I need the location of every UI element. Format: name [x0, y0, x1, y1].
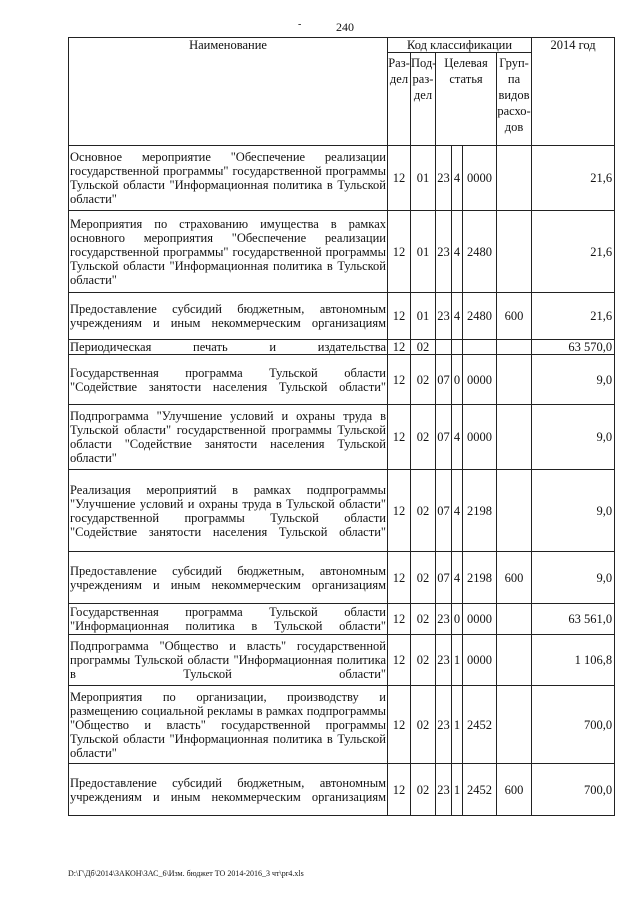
row-razdel: 12	[388, 635, 411, 686]
row-name: Подпрограмма "Общество и власть" государственной программы Тульской области "Информационная политика в Тульской области"	[69, 635, 388, 686]
row-vid-rashodov	[497, 604, 532, 635]
row-razdel: 12	[388, 405, 411, 470]
row-celevaya-program: 07	[436, 355, 452, 405]
row-celevaya-code: 0000	[463, 635, 497, 686]
row-celevaya-subprogram: 4	[452, 146, 463, 211]
row-celevaya-program: 23	[436, 764, 452, 816]
footer-file-path: D:\Г\Дб\2014\ЗАКОН\ЗАС_6\Изм. бюджет ТО 2014-2016_3 чт\pr4.xls	[68, 869, 304, 878]
row-podrazdel: 02	[411, 470, 436, 552]
row-vid-rashodov	[497, 355, 532, 405]
row-celevaya-program: 07	[436, 470, 452, 552]
table-row	[69, 764, 615, 816]
table-row	[69, 355, 615, 405]
row-celevaya-program: 23	[436, 604, 452, 635]
row-podrazdel: 02	[411, 355, 436, 405]
row-celevaya-subprogram: 4	[452, 211, 463, 293]
row-celevaya-program: 07	[436, 552, 452, 604]
row-vid-rashodov	[497, 211, 532, 293]
row-celevaya-subprogram: 1	[452, 686, 463, 764]
row-celevaya-subprogram: 4	[452, 293, 463, 340]
row-razdel: 12	[388, 293, 411, 340]
row-razdel: 12	[388, 211, 411, 293]
row-celevaya-subprogram: 4	[452, 470, 463, 552]
row-celevaya-code: 2198	[463, 470, 497, 552]
row-name: Подпрограмма "Улучшение условий и охраны труда в Тульской области" государственной программы Тульской области "Содействие занятости населения Тульской области"	[69, 405, 388, 470]
row-celevaya-code: 2452	[463, 686, 497, 764]
row-celevaya-code: 0000	[463, 355, 497, 405]
page-number: 240	[336, 20, 354, 34]
row-vid-rashodov	[497, 635, 532, 686]
row-name: Предоставление субсидий бюджетным, автономным учреждениям и иным некоммерческим организациям	[69, 764, 388, 816]
budget-table	[68, 37, 615, 816]
table-row	[69, 405, 615, 470]
row-podrazdel: 02	[411, 340, 436, 355]
row-razdel: 12	[388, 686, 411, 764]
row-podrazdel: 02	[411, 764, 436, 816]
header-razdel: Раз- дел	[388, 53, 411, 146]
row-razdel: 12	[388, 146, 411, 211]
header-celevaya: Целевая статья	[436, 53, 497, 146]
row-name: Реализация мероприятий в рамках подпрограммы "Улучшение условий и охраны труда в Тульской области" государственной программы Тульской области "Содействие занятости населения Тульской области"	[69, 470, 388, 552]
row-amount: 9,0	[532, 355, 615, 405]
row-celevaya-code: 0000	[463, 146, 497, 211]
row-amount: 9,0	[532, 470, 615, 552]
row-celevaya-subprogram: 4	[452, 405, 463, 470]
row-amount: 9,0	[532, 405, 615, 470]
row-amount: 700,0	[532, 764, 615, 816]
row-podrazdel: 02	[411, 635, 436, 686]
row-celevaya-program: 23	[436, 635, 452, 686]
row-amount: 63 570,0	[532, 340, 615, 355]
row-razdel: 12	[388, 552, 411, 604]
table-row	[69, 340, 615, 355]
row-vid-rashodov: 600	[497, 293, 532, 340]
table-row	[69, 146, 615, 211]
row-amount: 9,0	[532, 552, 615, 604]
dash-mark: -	[298, 19, 302, 30]
row-amount: 21,6	[532, 146, 615, 211]
row-celevaya-subprogram: 0	[452, 355, 463, 405]
row-razdel: 12	[388, 764, 411, 816]
table-row	[69, 552, 615, 604]
row-amount: 21,6	[532, 293, 615, 340]
row-celevaya-program: 23	[436, 293, 452, 340]
table-row	[69, 470, 615, 552]
row-vid-rashodov	[497, 405, 532, 470]
row-podrazdel: 01	[411, 146, 436, 211]
header-code: Код классификации	[388, 38, 532, 53]
row-podrazdel: 01	[411, 211, 436, 293]
row-celevaya-program: 07	[436, 405, 452, 470]
row-celevaya-code: 0000	[463, 405, 497, 470]
row-podrazdel: 02	[411, 552, 436, 604]
row-amount: 1 106,8	[532, 635, 615, 686]
row-podrazdel: 02	[411, 604, 436, 635]
table-row	[69, 686, 615, 764]
row-celevaya-subprogram	[452, 340, 463, 355]
row-podrazdel: 02	[411, 405, 436, 470]
row-name: Основное мероприятие "Обеспечение реализации государственной программы" государственной программы Тульской области "Информационная политика в Тульской области"	[69, 146, 388, 211]
table-row	[69, 635, 615, 686]
row-amount: 21,6	[532, 211, 615, 293]
header-year: 2014 год	[532, 38, 615, 146]
row-celevaya-code: 2480	[463, 211, 497, 293]
header-name: Наименование	[69, 38, 388, 146]
row-podrazdel: 01	[411, 293, 436, 340]
row-celevaya-program: 23	[436, 146, 452, 211]
row-razdel: 12	[388, 340, 411, 355]
table-row	[69, 604, 615, 635]
row-celevaya-subprogram: 4	[452, 552, 463, 604]
row-celevaya-program	[436, 340, 452, 355]
table-row	[69, 211, 615, 293]
table-row	[69, 293, 615, 340]
row-celevaya-code: 2198	[463, 552, 497, 604]
row-vid-rashodov	[497, 146, 532, 211]
row-name: Государственная программа Тульской области "Информационная политика в Тульской области"	[70, 605, 386, 633]
row-vid-rashodov	[497, 470, 532, 552]
row-celevaya-code	[463, 340, 497, 355]
row-name: Периодическая печать и издательства	[70, 340, 386, 354]
row-name: Мероприятия по организации, производству и размещению социальной рекламы в рамках подпрограммы "Общество и власть" государственной программы Тульской области "Информационная политика в Тульской области"	[69, 686, 388, 764]
row-celevaya-code: 2480	[463, 293, 497, 340]
row-celevaya-subprogram: 1	[452, 635, 463, 686]
row-vid-rashodov: 600	[497, 552, 532, 604]
row-celevaya-program: 23	[436, 211, 452, 293]
row-vid-rashodov: 600	[497, 764, 532, 816]
header-gruppa: Груп- па видов расхо- дов	[497, 53, 532, 146]
row-razdel: 12	[388, 355, 411, 405]
row-celevaya-program: 23	[436, 686, 452, 764]
row-vid-rashodov	[497, 340, 532, 355]
header-podrazdel: Под- раз- дел	[411, 53, 436, 146]
row-name: Мероприятия по страхованию имущества в рамках основного мероприятия "Обеспечение реализации государственной программы" государственной программы Тульской области "Информационная политика в Тульской области"	[69, 211, 388, 293]
row-amount: 700,0	[532, 686, 615, 764]
row-amount: 63 561,0	[532, 604, 615, 635]
row-vid-rashodov	[497, 686, 532, 764]
row-celevaya-subprogram: 1	[452, 764, 463, 816]
row-name: Предоставление субсидий бюджетным, автономным учреждениям и иным некоммерческим организациям	[69, 552, 388, 604]
row-celevaya-subprogram: 0	[452, 604, 463, 635]
row-celevaya-code: 0000	[463, 604, 497, 635]
row-name: Государственная программа Тульской области "Содействие занятости населения Тульской области"	[69, 355, 388, 405]
row-celevaya-code: 2452	[463, 764, 497, 816]
row-razdel: 12	[388, 604, 411, 635]
row-name: Предоставление субсидий бюджетным, автономным учреждениям и иным некоммерческим организациям	[69, 293, 388, 340]
row-razdel: 12	[388, 470, 411, 552]
row-podrazdel: 02	[411, 686, 436, 764]
